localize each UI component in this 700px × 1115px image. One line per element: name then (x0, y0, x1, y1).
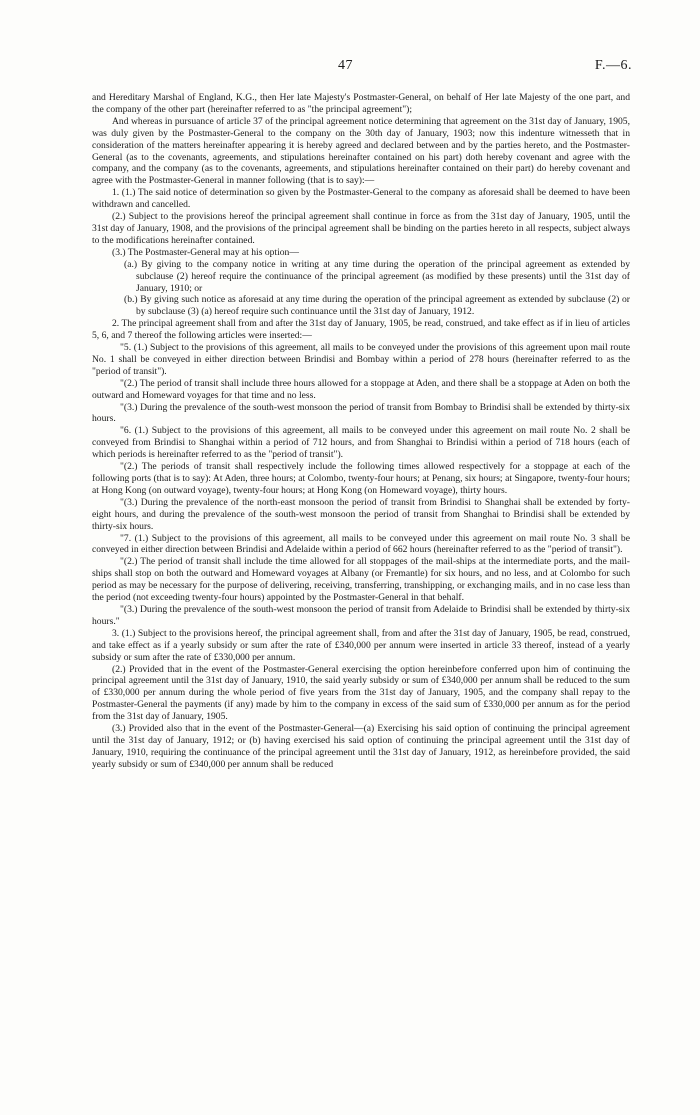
clause-3-2: (2.) Provided that in the event of the Postmaster-General exercising the option hereinbefore conferred upon him of continuing the principal agreement until the 31st day of January, 1910, the said yearly subsidy or sum of £340,000 per annum shall be reduced to the sum of £330,000 per annum during the whole period of five years from the 31st day of January, 1905, and the company shall repay to the Postmaster-General the payments (if any) made by him to the company in excess of the said sum of £330,000 per annum as for the period from the 31st day of January, 1905. (92, 663, 630, 723)
clause-3-3: (3.) Provided also that in the event of the Postmaster-General—(a) Exercising his said option of continuing the principal agreement until the 31st day of January, 1912; or (b) having exercised his said option of continuing the principal agreement until the 31st day of January, 1910, requiring the continuance of the principal agreement until the 31st day of January, 1912, as hereinbefore provided, the said yearly subsidy or sum of £340,000 per annum shall be reduced (92, 723, 630, 770)
document-reference: F.—6. (594, 58, 632, 73)
article-7-1: "7. (1.) Subject to the provisions of this agreement, all mails to be conveyed under this agreement on mail route No. 3 shall be conveyed in either direction between Brindisi and Adelaide within a period of 662 hours (hereinafter referred to as the "period of transit"). (92, 532, 630, 556)
paragraph: and Hereditary Marshal of England, K.G., then Her late Majesty's Postmaster-General, on behalf of Her late Majesty of the one part, and the company of the other part (hereinafter referred to as "the principal agreement"); (92, 92, 630, 115)
page-number: 47 (338, 58, 353, 73)
clause-1-3: (3.) The Postmaster-General may at his option— (112, 246, 299, 258)
clause-1-3-b: (b.) By giving such notice as aforesaid at any time during the operation of the principal agreement as extended by subclause (2) or by subclause (3) (a) hereof require such continuance until the 31st day of January, 1912. (124, 294, 630, 318)
clause-1-1: 1. (1.) The said notice of determination so given by the Postmaster-General to the company as aforesaid shall be deemed to have been withdrawn and cancelled. (92, 187, 630, 211)
clause-2: 2. The principal agreement shall from and after the 31st day of January, 1905, be read, construed, and take effect as if in lieu of articles 5, 6, and 7 thereof the following articles were inserted:— (92, 318, 630, 342)
clause-1-3-a: (a.) By giving to the company notice in writing at any time during the operation of the principal agreement as extended by subclause (2) hereof require the continuance of the principal agreement (as modified by these presents) until the 31st day of January, 1910; or (124, 258, 630, 294)
article-7-2: "(2.) The period of transit shall include the time allowed for all stoppages of the mail-ships at the intermediate ports, and the mail-ships shall stop on both the outward and Homeward voyages at Albany (or Fremantle) for six hours, and no less, and at Colombo for such period as may be necessary for the purpose of delivering, receiving, transferring, transhipping, or exchanging mails, and in no case less than the period (not exceeding twenty-four hours) appointed by the Postmaster-General in that behalf. (92, 556, 630, 604)
clause-1-2: (2.) Subject to the provisions hereof the principal agreement shall continue in force as from the 31st day of January, 1905, until the 31st day of January, 1908, and the provisions of the principal agreement shall be binding on the parties hereto in all respects, subject always to the modifications hereinafter contained. (92, 211, 630, 246)
article-6-2: "(2.) The periods of transit shall respectively include the following times allowed respectively for a stoppage at each of the following ports (that is to say): At Aden, three hours; at Colombo, twenty-four hours; at Penang, six hours; at Singapore, twenty-four hours; at Hong Kong (on outward voyage), twenty-four hours; at Hong Kong (on Homeward voyage), thirty hours. (92, 461, 630, 496)
article-6-1: "6. (1.) Subject to the provisions of this agreement, all mails to be conveyed under this agreement on mail route No. 2 shall be conveyed from Brindisi to Shanghai within a period of 712 hours, and from Shanghai to Brindisi within a period of 718 hours (each of which periods is hereinafter referred to as the "period of transit"). (92, 425, 630, 461)
clause-3-1: 3. (1.) Subject to the provisions hereof, the principal agreement shall, from and after the 31st day of January, 1905, be read, construed, and take effect as if a yearly subsidy or sum after the rate of £340,000 per annum were inserted in article 33 thereof, instead of a yearly subsidy or sum after the rate of £330,000 per annum. (92, 627, 630, 663)
article-5-3: "(3.) During the prevalence of the south-west monsoon the period of transit from Bombay to Brindisi shall be extended by thirty-six hours. (92, 401, 630, 425)
article-5-2: "(2.) The period of transit shall include three hours allowed for a stoppage at Aden, and there shall be a stoppage at Aden on both the outward and Homeward voyages for that time and no less. (92, 377, 630, 401)
article-7-3: "(3.) During the prevalence of the south-west monsoon the period of transit from Adelaide to Brindisi shall be extended by thirty-six hours." (92, 603, 630, 627)
article-5-1: "5. (1.) Subject to the provisions of this agreement, all mails to be conveyed under the provisions of this agreement upon mail route No. 1 shall be conveyed in either direction between Brindisi and Bombay within a period of 278 hours (hereinafter referred to as the "period of transit"). (92, 342, 630, 377)
paragraph: And whereas in pursuance of article 37 of the principal agreement notice determining that agreement on the 31st day of January, 1905, was duly given by the Postmaster-General to the company on the 30th day of January, 1903; now this indenture witnesseth that in consideration of the matters hereinafter appearing it is hereby agreed and declared between and by the parties hereto, and the Postmaster-General (as to the covenants, agreements, and stipulations hereinafter contained on his part) doth hereby covenant and agree with the company, and the company (as to the covenants, agreements, and stipulations hereinafter contained on their part) do hereby covenant and agree with the Postmaster-General in manner following (that is to say):— (92, 115, 630, 187)
body-text (92, 92, 630, 771)
article-6-3: "(3.) During the prevalence of the north-east monsoon the period of transit from Brindisi to Shanghai shall be extended by forty-eight hours, and during the prevalence of the south-west monsoon the period of transit from Shanghai to Brindisi shall be extended by thirty-six hours. (92, 496, 630, 532)
page-header (0, 58, 700, 74)
